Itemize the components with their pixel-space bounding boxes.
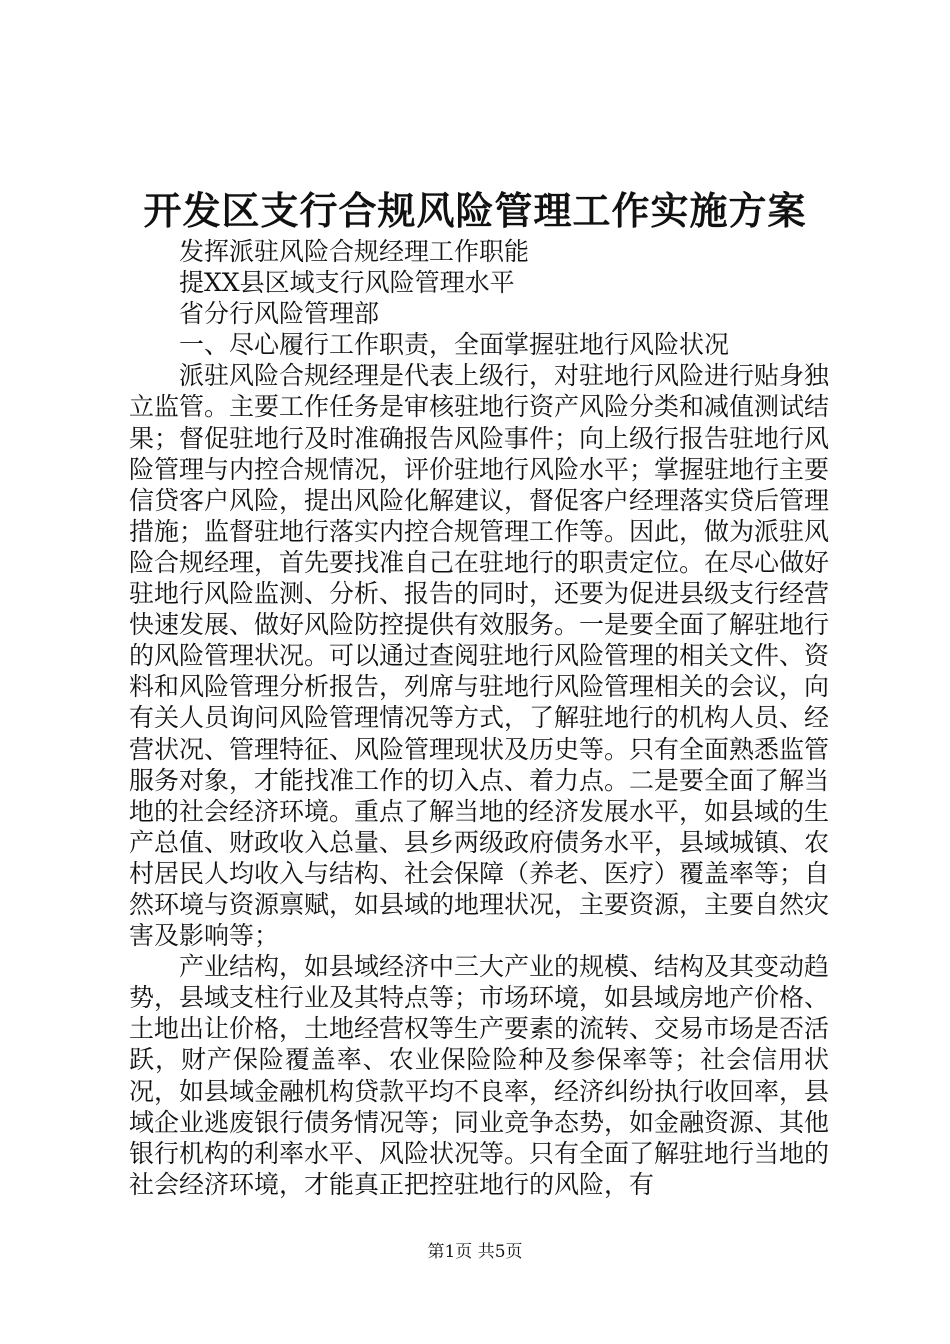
paragraph-subtitle-1: 发挥派驻风险合规经理工作职能 xyxy=(179,237,530,266)
document-body xyxy=(129,236,829,1200)
paragraph-body-1: 派驻风险合规经理是代表上级行，对驻地行风险进行贴身独立监管。主要工作任务是审核驻地行资产风险分类和减值测试结果；督促驻地行及时准确报告风险事件；向上级行报告驻地行风险管理与内控合规情况，评价驻地行风险水平；掌握驻地行主要信贷客户风险，提出风险化解建议，督促客户经理落实贷后管理措施；监督驻地行落实内控合规管理工作等。因此，做为派驻风险合规经理，首先要找准自己在驻地行的职责定位。在尽心做好驻地行风险监测、分析、报告的同时，还要为促进县级支行经营快速发展、做好风险防控提供有效服务。一是要全面了解驻地行的风险管理状况。可以通过查阅驻地行风险管理的相关文件、资料和风险管理分析报告，列席与驻地行风险管理相关的会议，向有关人员询问风险管理情况等方式，了解驻地行的机构人员、经营状况、管理特征、风险管理现状及历史等。只有全面熟悉监管服务对象，才能找准工作的切入点、着力点。二是要全面了解当地的社会经济环境。重点了解当地的经济发展水平，如县域的生产总值、财政收入总量、县乡两级政府债务水平，县域城镇、农村居民人均收入与结构、社会保障（养老、医疗）覆盖率等；自然环境与资源禀赋，如县域的地理状况，主要资源，主要自然灾害及影响等； xyxy=(129,361,830,951)
page-number-footer: 第1页 共5页 xyxy=(427,1242,523,1262)
section-heading-1: 一、尽心履行工作职责，全面掌握驻地行风险状况 xyxy=(179,330,730,360)
paragraph-body-2: 产业结构，如县域经济中三大产业的规模、结构及其变动趋势，县域支柱行业及其特点等；市场环境，如县域房地产价格、土地出让价格，土地经营权等生产要素的流转、交易市场是否活跃，财产保险覆盖率、农业保险险种及参保率等；社会信用状况，如县域金融机构贷款平均不良率，经济纠纷执行收回率，县域企业逃废银行债务情况等；同业竞争态势，如金融资源、其他银行机构的利率水平、风险状况等。只有全面了解驻地行当地的社会经济环境，才能真正把控驻地行的风险，有 xyxy=(129,952,830,1199)
paragraph-department: 省分行风险管理部 xyxy=(179,299,380,329)
paragraph-subtitle-2: 提XX县区域支行风险管理水平 xyxy=(179,268,515,298)
document-title: 开发区支行合规风险管理工作实施方案 xyxy=(143,188,807,233)
